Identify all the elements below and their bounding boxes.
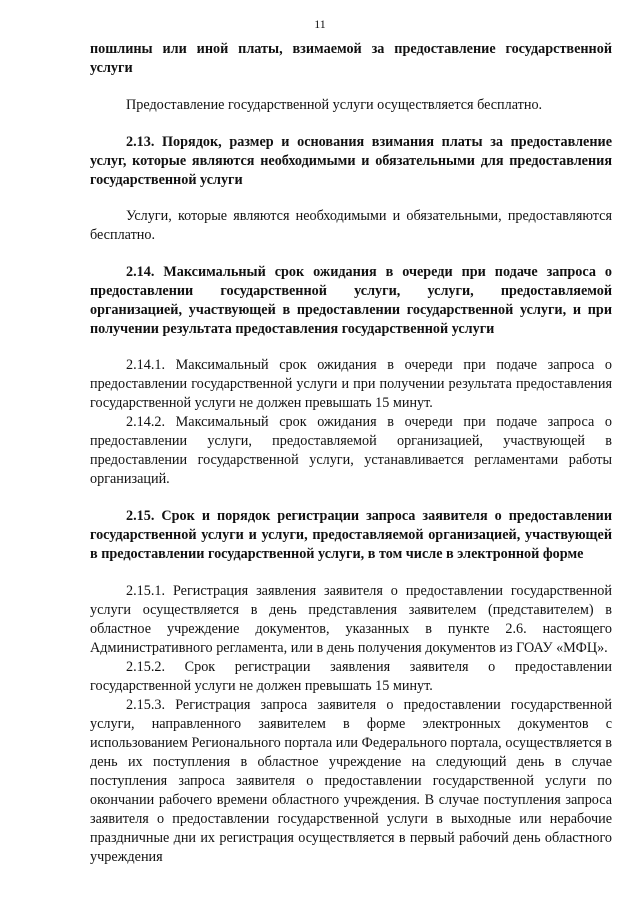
section-heading-2-13: 2.13. Порядок, размер и основания взимания платы за предоставление услуг, которые являются необходимыми и обязательными для предоставления государственной услуги: [90, 134, 612, 188]
page-number: 11: [314, 17, 326, 31]
paragraph-2-14-1: 2.14.1. Максимальный срок ожидания в очереди при подаче запроса о предоставлении государственной услуги и при получении результата предоставления государственной услуги не должен превышать 15 минут.: [90, 357, 612, 411]
heading-continuation: пошлины или иной платы, взимаемой за предоставление государственной услуги: [90, 41, 612, 76]
paragraph-services-free: Услуги, которые являются необходимыми и обязательными, предоставляются бесплатно.: [90, 208, 612, 243]
paragraph-2-15-1: 2.15.1. Регистрация заявления заявителя о предоставлении государственной услуги осуществляется в день представления заявителем (представителем) в областное учреждение документов, указанных в пункте 2.6. настоящего Административного регламента, или в день получения документов из ГОАУ «МФЦ».: [90, 583, 612, 656]
paragraph-2-15-2: 2.15.2. Срок регистрации заявления заявителя о предоставлении государственной услуги не должен превышать 15 минут.: [90, 659, 612, 694]
section-heading-2-15: 2.15. Срок и порядок регистрации запроса заявителя о предоставлении государственной услуги и услуги, предоставляемой организацией, участвующей в предоставлении государственной услуги, в том числе в электронной форме: [90, 508, 612, 562]
paragraph-free-of-charge: Предоставление государственной услуги осуществляется бесплатно.: [126, 97, 543, 113]
paragraph-2-15-3: 2.15.3. Регистрация запроса заявителя о предоставлении государственной услуги, направленного заявителем в форме электронных документов с использованием Регионального портала или Федерального портала, осуществляется в день их поступления в областное учреждение на следующий день в случае поступления запроса заявителя о предоставлении государственной услуги по окончании рабочего времени областного учреждения. В случае поступления запроса заявителя о предоставлении государственной услуги в выходные или нерабочие праздничные дни их регистрация осуществляется в первый рабочий день областного учреждения: [90, 697, 612, 865]
document-body: [90, 40, 612, 867]
section-heading-2-14: 2.14. Максимальный срок ожидания в очереди при подаче запроса о предоставлении государственной услуги, услуги, предоставляемой организацией, участвующей в предоставлении государственной услуги, и при получении результата предоставления государственной услуги: [90, 264, 612, 337]
paragraph-2-14-2: 2.14.2. Максимальный срок ожидания в очереди при подаче запроса о предоставлении услуги, предоставляемой организацией, участвующей в предоставлении государственной услуги, устанавливается регламентами работы организаций.: [90, 414, 612, 487]
